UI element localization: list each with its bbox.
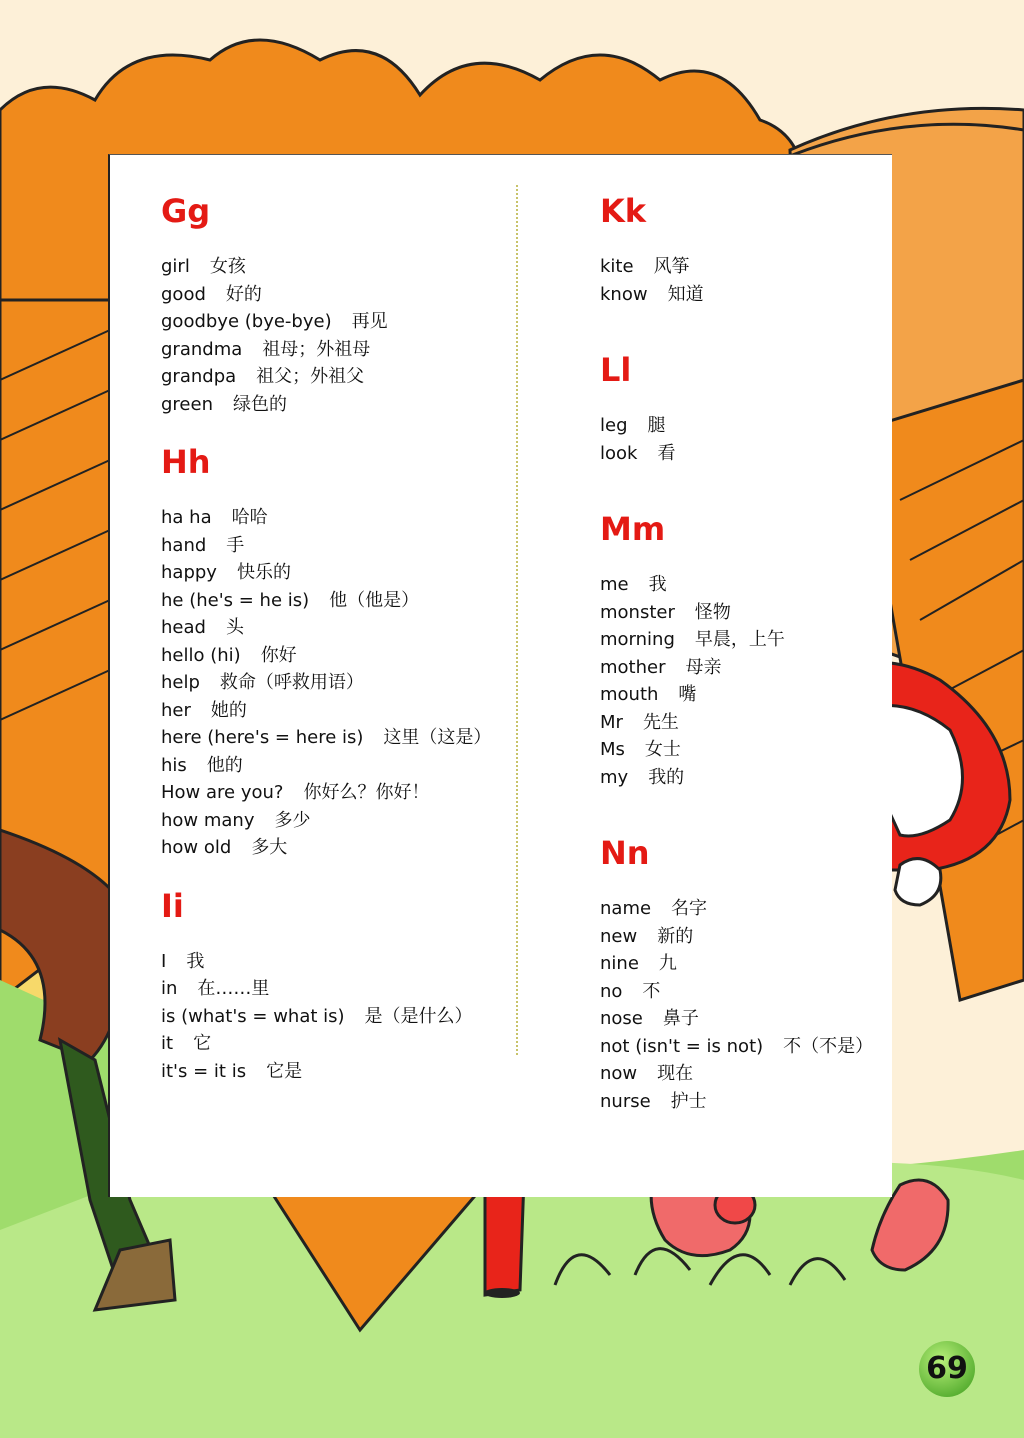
word-entry [161, 975, 511, 1003]
word-entry [161, 697, 511, 725]
chinese-meaning: 绿色的 [233, 393, 287, 415]
chinese-meaning: 多大 [251, 837, 288, 858]
english-word: goodbye (bye-bye) [161, 311, 332, 332]
word-entry [600, 654, 880, 682]
chinese-meaning: 他的 [206, 754, 243, 776]
chinese-meaning: 他（他是） [329, 589, 420, 611]
word-entry [161, 1030, 511, 1058]
word-entry [600, 895, 880, 923]
chinese-meaning: 鼻子 [662, 1008, 699, 1029]
word-entry [600, 626, 880, 654]
chinese-meaning: 在……里 [197, 978, 270, 999]
word-entry [161, 779, 511, 807]
english-word: not (isn't = is not) [600, 1035, 764, 1057]
word-entry [161, 642, 511, 670]
chinese-meaning: 嘴 [678, 684, 697, 705]
word-entry [161, 1058, 511, 1086]
word-entry [600, 1005, 880, 1033]
vocabulary-page [108, 154, 892, 1197]
chinese-meaning: 手 [226, 534, 245, 556]
chinese-meaning: 名字 [671, 898, 708, 919]
english-word: mouth [600, 684, 659, 705]
word-entry [600, 281, 880, 309]
chinese-meaning: 我 [186, 950, 205, 972]
word-entry [161, 336, 511, 364]
english-word: how old [161, 837, 232, 858]
word-entry [161, 504, 511, 532]
word-entry [600, 709, 880, 737]
section-l [600, 350, 880, 467]
english-word: I [161, 950, 167, 972]
word-entry [161, 308, 511, 336]
english-word: head [161, 617, 206, 638]
chinese-meaning: 早晨，上午 [694, 629, 785, 650]
word-entry [161, 363, 511, 391]
english-word: How are you? [161, 782, 284, 803]
english-word: Ms [600, 739, 625, 760]
english-word: look [600, 442, 638, 464]
chinese-meaning: 母亲 [685, 656, 722, 678]
word-entry [600, 253, 880, 281]
english-word: hand [161, 534, 207, 556]
section-letter: Ll [600, 351, 632, 389]
english-word: his [161, 754, 187, 776]
section-letter: Mm [600, 510, 666, 548]
word-entry [600, 764, 880, 792]
english-word: it [161, 1033, 174, 1054]
word-entry [161, 752, 511, 780]
chinese-meaning: 腿 [647, 415, 666, 436]
section-g [161, 191, 511, 418]
word-entry [600, 1060, 880, 1088]
english-word: Mr [600, 711, 623, 733]
english-word: nurse [600, 1090, 651, 1112]
chinese-meaning: 女士 [644, 739, 681, 760]
section-letter: Kk [600, 192, 647, 230]
chinese-meaning: 不 [642, 980, 661, 1002]
word-entry [600, 599, 880, 627]
english-word: kite [600, 256, 634, 277]
word-entry [161, 834, 511, 862]
english-word: grandma [161, 338, 243, 360]
english-word: me [600, 574, 629, 595]
english-word: know [600, 283, 648, 305]
word-entry [161, 532, 511, 560]
word-entry [600, 978, 880, 1006]
chinese-meaning: 现在 [657, 1063, 694, 1084]
section-m [600, 509, 880, 791]
chinese-meaning: 不（不是） [783, 1035, 874, 1057]
section-n [600, 833, 880, 1115]
word-entry [600, 950, 880, 978]
chinese-meaning: 你好 [260, 644, 297, 666]
chinese-meaning: 九 [658, 953, 677, 974]
chinese-meaning: 看 [657, 442, 676, 464]
english-word: help [161, 672, 200, 693]
word-entry [600, 681, 880, 709]
english-word: it's = it is [161, 1060, 247, 1082]
english-word: green [161, 393, 213, 415]
word-entry [161, 587, 511, 615]
chinese-meaning: 好的 [225, 283, 262, 305]
word-entry [600, 571, 880, 599]
section-letter: Ii [161, 886, 184, 925]
word-entry [161, 281, 511, 309]
chinese-meaning: 祖母；外祖母 [262, 338, 371, 360]
word-entry [161, 1003, 511, 1031]
section-letter: Hh [161, 443, 211, 481]
english-word: grandpa [161, 366, 237, 387]
chinese-meaning: 你好么？你好！ [303, 782, 430, 803]
chinese-meaning: 我的 [648, 766, 685, 788]
english-word: in [161, 978, 178, 999]
english-word: nine [600, 953, 639, 974]
chinese-meaning: 知道 [667, 283, 704, 305]
english-word: leg [600, 415, 628, 436]
chinese-meaning: 我 [648, 574, 667, 595]
word-entry [161, 807, 511, 835]
chinese-meaning: 这里（这是） [383, 727, 492, 748]
english-word: mother [600, 656, 666, 678]
chinese-meaning: 她的 [210, 699, 247, 721]
english-word: hello (hi) [161, 644, 241, 666]
word-entry [600, 923, 880, 951]
left-column [161, 191, 511, 1085]
chinese-meaning: 多少 [274, 809, 311, 831]
section-letter: Gg [161, 192, 211, 230]
english-word: here (here's = here is) [161, 727, 364, 748]
chinese-meaning: 风筝 [653, 256, 690, 277]
english-word: he (he's = he is) [161, 589, 310, 611]
section-letter: Nn [600, 834, 650, 872]
section-i [161, 886, 511, 1086]
english-word: is (what's = what is) [161, 1005, 345, 1027]
chinese-meaning: 救命（呼救用语） [219, 672, 364, 693]
english-word: girl [161, 256, 190, 277]
english-word: happy [161, 562, 217, 583]
chinese-meaning: 先生 [642, 711, 679, 733]
word-entry [161, 614, 511, 642]
chinese-meaning: 哈哈 [231, 507, 268, 528]
word-entry [161, 669, 511, 697]
chinese-meaning: 它是 [266, 1060, 303, 1082]
english-word: how many [161, 809, 255, 831]
word-entry [161, 724, 511, 752]
chinese-meaning: 祖父；外祖父 [256, 366, 365, 387]
chinese-meaning: 快乐的 [236, 562, 291, 583]
chinese-meaning: 再见 [351, 311, 388, 332]
word-entry [161, 391, 511, 419]
word-entry [161, 948, 511, 976]
word-entry [600, 412, 880, 440]
column-divider [516, 185, 518, 1055]
page-number: 69 [919, 1341, 975, 1397]
english-word: her [161, 699, 191, 721]
word-entry [600, 440, 880, 468]
section-h [161, 442, 511, 862]
english-word: now [600, 1063, 638, 1084]
chinese-meaning: 女孩 [209, 256, 246, 277]
english-word: morning [600, 629, 675, 650]
english-word: no [600, 980, 623, 1002]
section-k [600, 191, 880, 308]
word-entry [161, 253, 511, 281]
chinese-meaning: 它 [193, 1033, 212, 1054]
english-word: good [161, 283, 206, 305]
english-word: nose [600, 1008, 643, 1029]
chinese-meaning: 怪物 [694, 601, 731, 623]
word-entry [600, 1088, 880, 1116]
chinese-meaning: 新的 [657, 925, 694, 947]
english-word: my [600, 766, 629, 788]
chinese-meaning: 护士 [670, 1090, 707, 1112]
english-word: ha ha [161, 507, 212, 528]
english-word: new [600, 925, 638, 947]
word-entry [161, 559, 511, 587]
english-word: monster [600, 601, 675, 623]
english-word: name [600, 898, 652, 919]
word-entry [600, 736, 880, 764]
right-column [600, 191, 880, 1115]
word-entry [600, 1033, 880, 1061]
chinese-meaning: 是（是什么） [364, 1005, 473, 1027]
chinese-meaning: 头 [225, 617, 244, 638]
